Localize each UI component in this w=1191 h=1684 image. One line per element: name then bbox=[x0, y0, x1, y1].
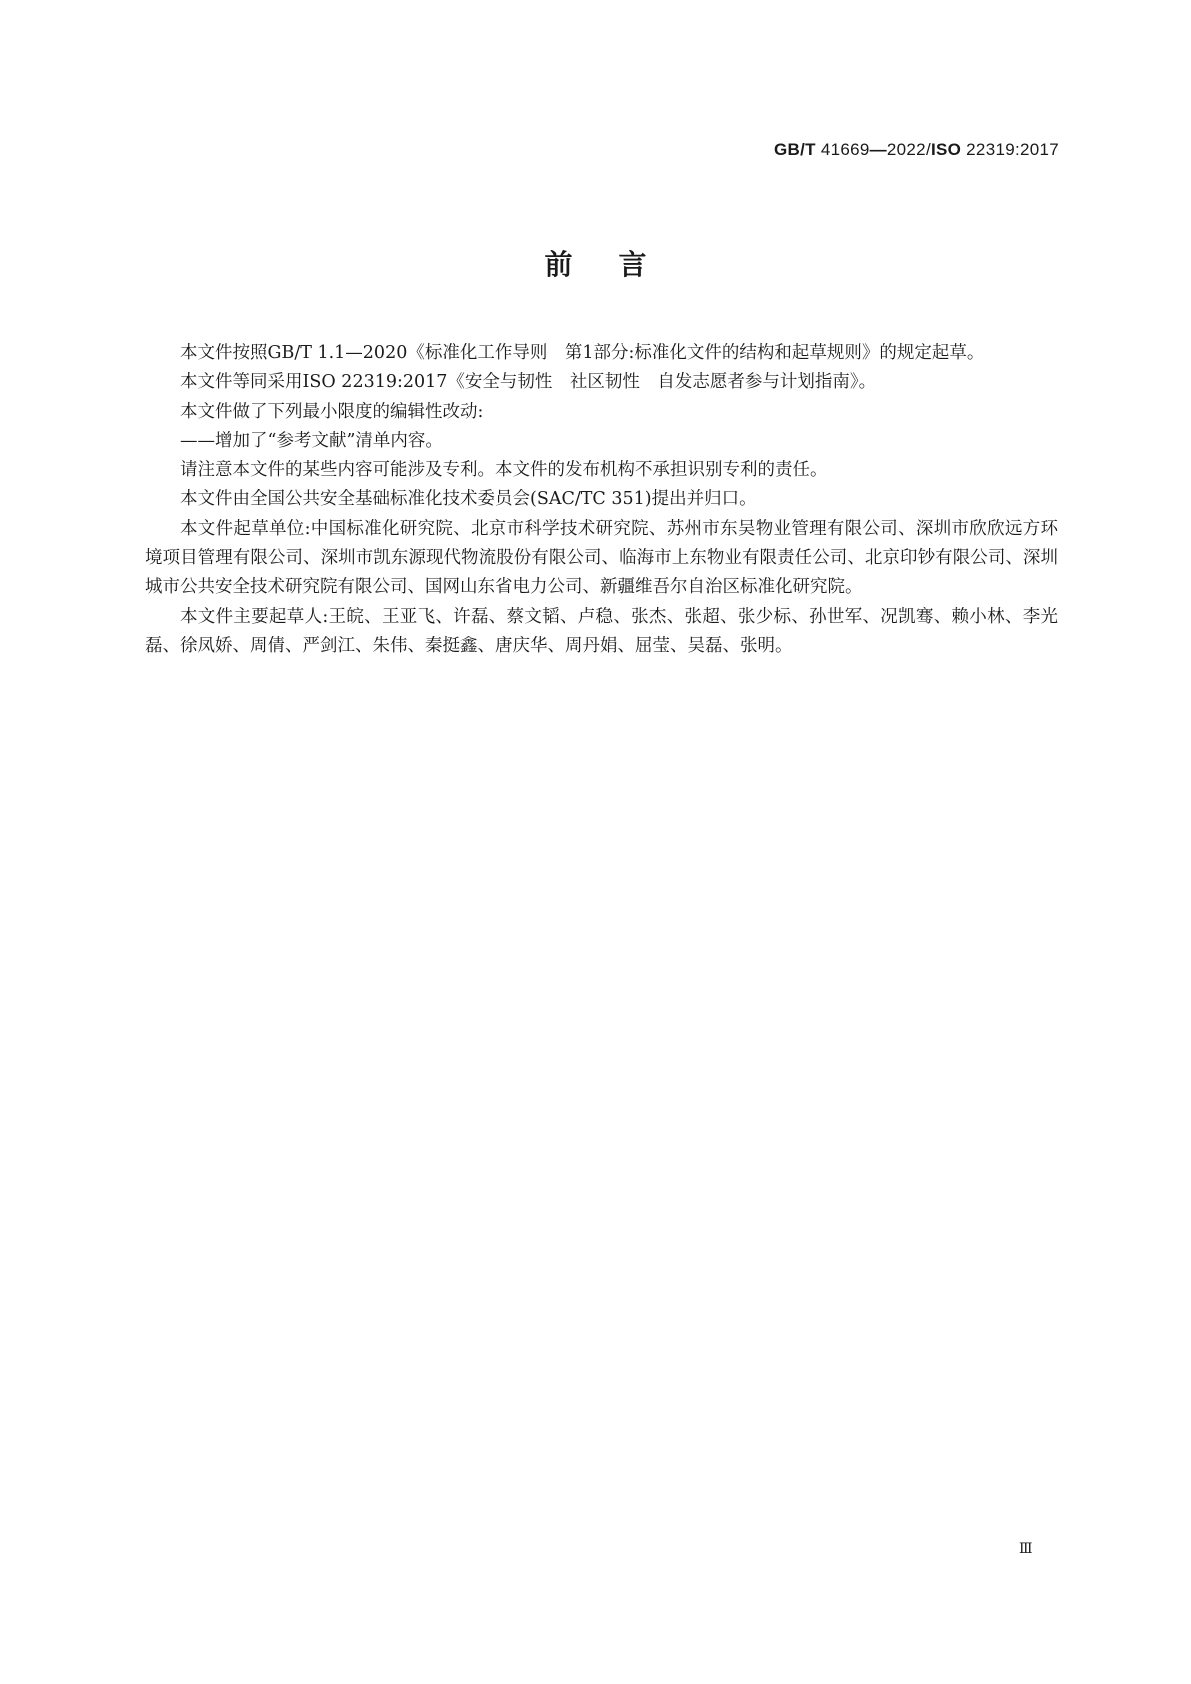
paragraph-adoption: 本文件等同采用ISO 22319:2017《安全与韧性 社区韧性 自发志愿者参与计划指南》。 bbox=[180, 372, 877, 393]
paragraph-drafting-units: 本文件起草单位:中国标准化研究院、北京市科学技术研究院、苏州市东吴物业管理有限公司、深圳市欣欣远方环境项目管理有限公司、深圳市凯东源现代物流股份有限公司、临海市上东物业有限责任公司、北京印钞有限公司、深圳城市公共安全技术研究院有限公司、国网山东省电力公司、新疆维吾尔自治区标准化研究院。 bbox=[145, 518, 1058, 598]
standard-code-prefix: GB/T bbox=[774, 140, 816, 159]
page-title: 前言 bbox=[544, 248, 693, 281]
standard-code-year: 2022/ bbox=[886, 140, 931, 159]
standard-code-iso: ISO bbox=[930, 140, 962, 159]
paragraph-editorial-changes: 本文件做了下列最小限度的编辑性改动: bbox=[180, 401, 484, 422]
paragraph-proposer: 本文件由全国公共安全基础标准化技术委员会(SAC/TC 351)提出并归口。 bbox=[180, 489, 757, 510]
standard-code-iso-number: 22319:2017 bbox=[961, 140, 1059, 159]
paragraph-patent-notice: 请注意本文件的某些内容可能涉及专利。本文件的发布机构不承担识别专利的责任。 bbox=[180, 460, 828, 481]
standard-code bbox=[774, 140, 1059, 160]
paragraph-drafters: 本文件主要起草人:王皖、王亚飞、许磊、蔡文韬、卢稳、张杰、张超、张少标、孙世军、况凯骞、赖小林、李光磊、徐凤娇、周倩、严剑江、朱伟、秦挺鑫、唐庆华、周丹娟、屈莹、吴磊、张明。 bbox=[145, 606, 1058, 656]
page-number: Ⅲ bbox=[1019, 1541, 1033, 1557]
list-item-bibliography: ——增加了“参考文献”清单内容。 bbox=[180, 430, 443, 451]
standard-code-number: 41669 bbox=[815, 140, 870, 159]
paragraph-drafting-rules: 本文件按照GB/T 1.1—2020《标准化工作导则 第1部分:标准化文件的结构和起草规则》的规定起草。 bbox=[180, 343, 985, 363]
standard-code-dash: — bbox=[869, 140, 887, 159]
preface-body bbox=[145, 339, 1058, 661]
